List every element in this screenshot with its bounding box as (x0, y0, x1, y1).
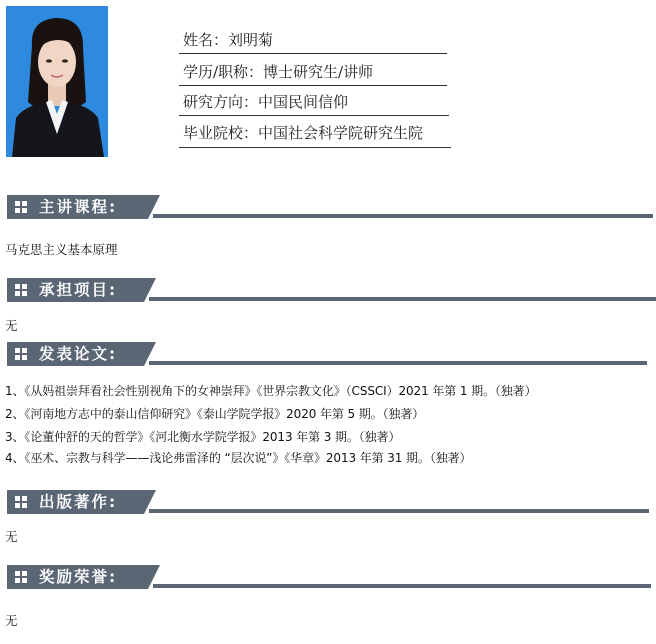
section-title-text: 奖励荣誉: (39, 568, 118, 586)
section-header-awards (7, 565, 656, 591)
section-header-courses (7, 195, 656, 221)
divider (179, 115, 449, 116)
section-title (7, 195, 148, 219)
grid-icon (15, 496, 28, 509)
divider (179, 53, 447, 54)
grid-icon (15, 571, 28, 584)
section-rule (153, 584, 651, 588)
profile-school: 毕业院校：中国社会科学院研究生院 (183, 124, 424, 142)
paper-item: 2、《河南地方志中的泰山信仰研究》《泰山学院学报》2020 年第 5 期。（独著） (5, 407, 425, 421)
projects-content: 无 (5, 318, 18, 333)
section-title (7, 278, 144, 302)
section-title (7, 342, 144, 366)
section-title (7, 565, 148, 589)
books-content: 无 (5, 529, 18, 544)
grid-icon (15, 348, 28, 361)
divider (179, 147, 451, 148)
section-header-books (7, 490, 656, 516)
section-title-text: 出版著作: (39, 493, 118, 511)
paper-item: 1、《从妈祖崇拜看社会性别视角下的女神崇拜》《世界宗教文化》（CSSCI）2021 年第 1 期。（独著） (5, 384, 537, 398)
profile-name: 姓名：刘明菊 (183, 31, 274, 49)
section-rule (149, 509, 649, 513)
section-title (7, 490, 144, 514)
profile-research: 研究方向：中国民间信仰 (183, 93, 349, 111)
paper-item: 4、《巫术、宗教与科学——浅论弗雷泽的 “层次说”》《华章》2013 年第 31 期。（独著） (5, 451, 472, 465)
divider (179, 85, 447, 86)
grid-icon (15, 284, 28, 297)
profile-photo (6, 6, 108, 157)
section-header-papers (7, 342, 656, 368)
section-rule (153, 214, 653, 218)
awards-content: 无 (5, 613, 18, 628)
section-title-text: 发表论文: (39, 345, 118, 363)
grid-icon (15, 201, 28, 214)
section-title-text: 承担项目: (39, 281, 118, 299)
profile-education: 学历/职称：博士研究生/讲师 (183, 63, 374, 81)
section-title-text: 主讲课程: (39, 198, 118, 216)
paper-item: 3、《论董仲舒的天的哲学》《河北衡水学院学报》2013 年第 3 期。（独著） (5, 430, 401, 444)
courses-content: 马克思主义基本原理 (5, 242, 118, 257)
section-rule (149, 361, 647, 365)
section-header-projects (7, 278, 656, 304)
section-rule (149, 297, 656, 301)
